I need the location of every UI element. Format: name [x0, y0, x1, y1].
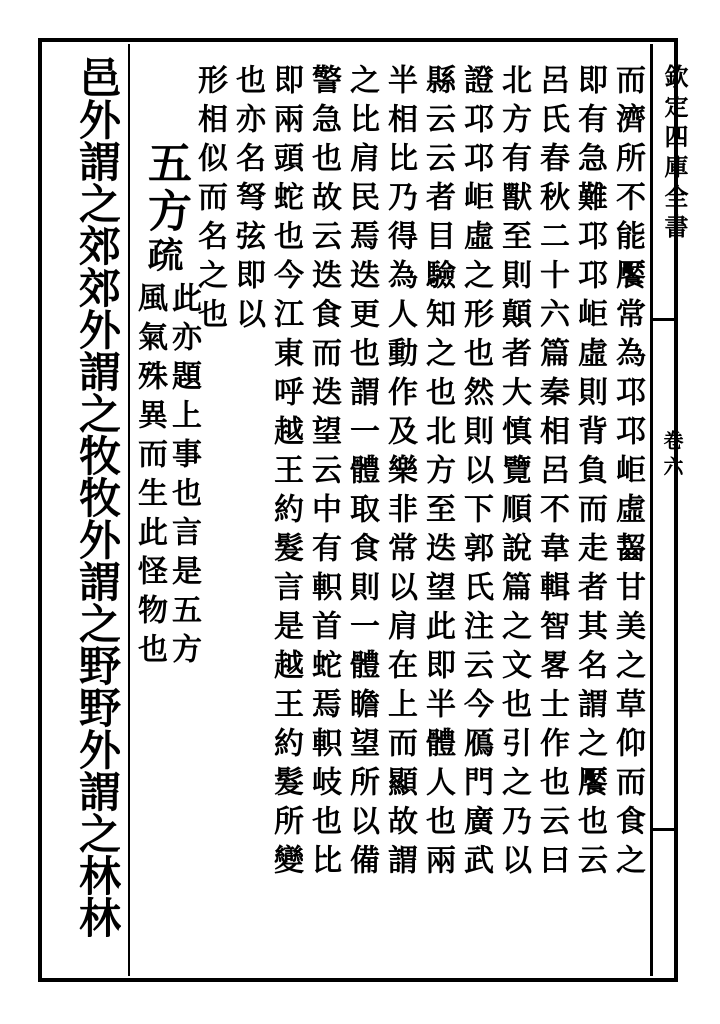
margin-notch-lower [653, 828, 678, 831]
text-column-1: 而濟所不能饜常為邛邛岠虛齧甘美之草仰而食之 [610, 64, 645, 883]
text-column-9: 警急也故云迭食而迭望云中有軹首蛇焉軹岐也比 [306, 64, 341, 883]
margin-volume: 卷六 [660, 430, 684, 482]
main-text-column-2: 邑外謂之郊郊外謂之牧牧外謂之野野外謂之林林 [73, 56, 122, 938]
main-text-divider [128, 44, 130, 976]
commentary-column-2: 風氣殊異而生此怪物也 [132, 282, 167, 672]
text-column-3: 呂氏春秋二十六篇秦相呂不韋輯智畧士作也云曰 [534, 64, 569, 883]
section-heading: 五方 [140, 140, 191, 236]
text-column-11: 也亦名弩弦即以 [230, 64, 265, 337]
text-column-7: 半相比乃得為人動作及樂非常以肩在上而顯故謂 [382, 64, 417, 883]
text-column-12: 形相似而名之也 [192, 64, 227, 337]
shu-label: 疏 [142, 236, 184, 272]
text-column-4: 北方有獸至則顛者大慎覽順說篇之文也引之乃以 [496, 64, 531, 883]
text-column-8: 之比肩民焉迭更也謂一體取食則一體瞻望所以備 [344, 64, 379, 883]
right-margin-line [650, 44, 653, 976]
text-column-5: 證邛邛岠虛之形也然則以下郭氏注云今鴈門廣武 [458, 64, 493, 883]
text-column-10: 即兩頭蛇也今江東呼越王約髮言是越王約髮所變 [268, 64, 303, 883]
margin-notch [653, 318, 678, 321]
text-column-2: 即有急難邛邛岠虛則背負而走者其名謂之饜也云 [572, 64, 607, 883]
text-column-6: 縣云云者目驗知之也北方至迭望此即半體人也兩 [420, 64, 455, 883]
commentary-column-1: 此亦題上事也言是五方 [166, 282, 201, 672]
margin-header: 欽定四庫全書 [660, 64, 689, 244]
